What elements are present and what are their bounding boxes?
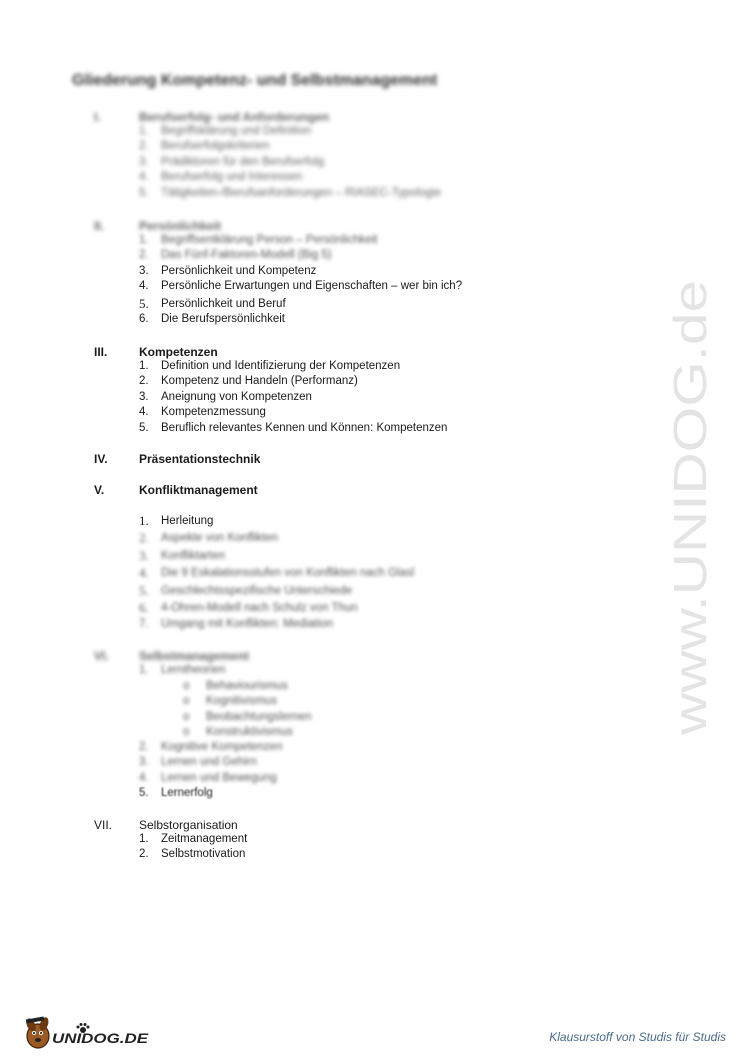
- document-page: Gliederung Kompetenz- und Selbstmanagement I. Berufserfolg- und Anforderungen 1. Begriffsklärung und Definition 2. Berufserfolgskriterien 3. Prädiktoren für den Berufserfolg 4. Berufserfolg und Interessen 5. Tätigkeiten-/Berufsanforderungen – RIASEC-Typologie II. Persönlichkeit 1. Begriffsentklärung Person – Persönlichkeit 2. Das Fünf-Faktoren-Modell (Big 5) 3. Persönlichkeit und Kompetenz 4. Persönliche Erwartungen und Eigenschaften – wer bin ich? 5. Persönlichkeit und Beruf 6. Die Berufspersönlichkeit III. Kompetenzen 1. Definition und Identifizierung der Kompetenzen 2. Kompetenz und Handeln (Performanz) 3. Aneignung von Kompetenzen 4. Kompetenzmessung 5. Beruflich relevantes Kennen und Können: Kompetenzen IV. Präsentationstechnik V. Konfliktmanagement 1. Herleitung 2. Aspekte von Konflikten 3. Konfliktarten 4. Die 9 Eskalationsstufen von Konflikten nach Glasl 5. Geschlechtsspezifische Unterschiede 6. 4-Ohren-Modell nach Schulz von Thun 7. Umgang mit Konflikten: Mediation VI. Selbstmanagement 1. Lerntheorien o Behaviourismus o Kognitivismus o Beobachtungslernen o Konstruktivismus 2. Kognitive Kompetenzen 3. Lernen und Gehirn 4. Lernen und Bewegung 5. Lernerfolg VII. Selbstorganisation 1. Zeitmanagement 2. Selbstmotivation www.UNIDOG.de UNIDOG.DE Klausurstoff von Studis für Studis: [0, 0, 750, 1059]
- section-title: Präsentationstechnik: [139, 452, 261, 466]
- section-title: Selbstmanagement: [139, 649, 250, 663]
- watermark-text: www.UNIDOG.de: [664, 377, 716, 735]
- document-title: Gliederung Kompetenz- und Selbstmanagement: [72, 72, 438, 89]
- section-title: Berufserfolg- und Anforderungen: [139, 110, 330, 124]
- watermark: [628, 270, 728, 740]
- section-number: III.: [94, 345, 108, 359]
- section-title: Kompetenzen: [139, 345, 218, 359]
- section-number: I.: [94, 110, 101, 124]
- section-title: Konfliktmanagement: [139, 483, 258, 497]
- section-title: Selbstorganisation: [139, 818, 238, 832]
- section-title: Persönlichkeit: [139, 219, 222, 233]
- section-number: V.: [94, 483, 105, 497]
- section-number: VI.: [94, 649, 109, 663]
- logo-text: UNIDOG.DE: [52, 1030, 149, 1046]
- unidog-logo: [22, 1012, 152, 1052]
- footer-tagline: Klausurstoff von Studis für Studis: [549, 1030, 726, 1044]
- section-number: VII.: [94, 818, 113, 832]
- section-number: II.: [94, 219, 105, 233]
- section-number: IV.: [94, 452, 108, 466]
